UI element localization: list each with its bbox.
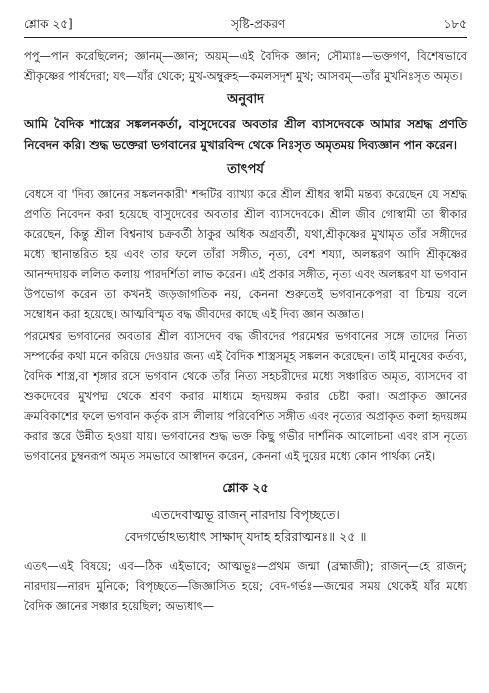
purport-paragraph-2: পরমেশ্বর ভগবানের অবতার শ্রীল ব্যাসদেব বদ্ধ জীবদের পরমেশ্বর ভগবানের সঙ্গে তাদের নিত্য সম্পর্কের কথা মনে করিয়ে দেওয়ার জন্য এই বৈদিক শাস্ত্রসমূহ সঙ্কলন করেছেন। তাই মানুষের কর্তব্য, বৈদিক শাস্ত্র,বা শৃঙ্গার রসে ভগবান থেকে তাঁর নিত্য সহচরীদের মধ্যে সঞ্চারিত অমৃত, ব্যাসদেব বা শুকদেবের মুখপদ্ম থেকে শ্রবণ করার মাধ্যমে হৃদয়ঙ্গম করার চেষ্টা করা। অপ্রাকৃত জ্ঞানের ক্রমবিকাশের ফলে ভগবান কর্তৃক রাস লীলায় পরিবেশিত সঙ্গীত এবং নৃত্যের অপ্রাকৃত কলা হৃদয়ঙ্গম করার স্তরে উন্নীত হওয়া যায়। ভগবানের শুদ্ধ ভক্ত কিছু গভীর দার্শনিক আলোচনা এবং রাস নৃত্যে ভগবানের চুম্বনরূপ অমৃত সমভাবে আস্বাদন করেন, কেননা এই দুয়ের মধ্যে কোন পার্থক্য নেই। (24, 329, 467, 463)
synonyms-top: পপু—পান করেছিলেন; জ্ঞানম্—জ্ঞান; অয়ম্—এই বৈদিক জ্ঞান; সৌম্যাঃ—ভক্তগণ, বিশেষভাবে শ্রীকৃষ্ণের পার্ষদেরা; যৎ—যাঁর থেকে; মুখ-অম্বুরুহ—কমলসদৃশ মুখ; আসবম্—তাঁর মুখনিঃসৃত অমৃত। (24, 49, 467, 83)
translation-heading: অনুবাদ (227, 92, 264, 107)
translation-text: আমি বৈদিক শাস্ত্রের সঙ্কলনকর্তা, বাসুদেবের অবতার শ্রীল ব্যাসদেবকে আমার সশ্রদ্ধ প্রণতি নিবেদন করি। শুদ্ধ ভক্তেরা ভগবানের মুখারবিন্দ থেকে নিঃসৃত অমৃতময় দিব্যজ্ঞান পান করেন। (24, 117, 467, 152)
header-verse-ref: শ্লোক ২৫] (24, 17, 73, 31)
header-chapter-title: সৃষ্টি-প্রকরণ (231, 17, 286, 31)
verse-line-1: এতদেবাত্মভূ রাজন্ নারদায় বিপৃচ্ছতে। (151, 507, 340, 522)
purport-heading: তাৎপর্য (227, 162, 264, 177)
purport-paragraph-1: বেধসে বা 'দিব্য জ্ঞানের সঙ্কলনকারী' শব্দটির ব্যাখ্যা করে শ্রীল শ্রীধর স্বামী মন্তব্য করেছেন যে সশ্রদ্ধ প্রণতি নিবেদন করা হয়েছে বাসুদেবের অবতার শ্রীল ব্যাসদেবকে। শ্রীল জীব গোস্বামী তা স্বীকার করেছেন, কিন্তু শ্রীল বিশ্বনাথ চক্রবর্তী ঠাকুর অধিক অগ্রবর্তী, যথা,শ্রীকৃষ্ণের মুখামৃত তাঁর সঙ্গীদের মধ্যে স্থানান্তরিত হয় এবং তার ফলে তাঁরা সঙ্গীত, নৃত্য, বেশ শয্যা, অলঙ্করণ আদি শ্রীকৃষ্ণের আনন্দদায়ক ললিত কলায় পারদর্শিতা লাভ করেন। এই প্রকার সঙ্গীত, নৃত্য এবং অলঙ্করণ যা ভগবান উপভোগ করেন তা কখনই জড়জাগতিক নয়, কেননা শুরুতেই ভগবানকেপরা বা চিন্ময় বলে সম্বোধন করা হয়েছে। আত্মবিস্মৃত বদ্ধ জীবদের কাছে এই দিব্য জ্ঞান অজ্ঞাত। (24, 187, 467, 321)
header-page-number: ১৮৫ (443, 17, 467, 31)
page-header (24, 14, 467, 38)
verse-line-2: বেদগর্ভোঽভ্যধাৎ সাক্ষাদ্ যদাহ হরিরাত্মনঃ॥ ২৫ ॥ (124, 529, 367, 544)
verse-title: শ্লোক ২৫ (222, 480, 269, 495)
synonyms-bottom: এতৎ—এই বিষয়ে; এব—ঠিক এইভাবে; আত্মভূঃ—প্রথম জন্মা (ব্রহ্মাজী); রাজন্—হে রাজন্; নারদায়—নারদ মুনিকে; বিপৃচ্ছতে—জিজ্ঞাসিত হয়ে; বেদ-গর্ভঃ—জন্মের সময় থেকেই যাঁর মধ্যে বৈদিক জ্ঞানের সঞ্চার হয়েছিল; অভ্যধাৎ— (24, 559, 467, 613)
verse-text (24, 504, 467, 548)
